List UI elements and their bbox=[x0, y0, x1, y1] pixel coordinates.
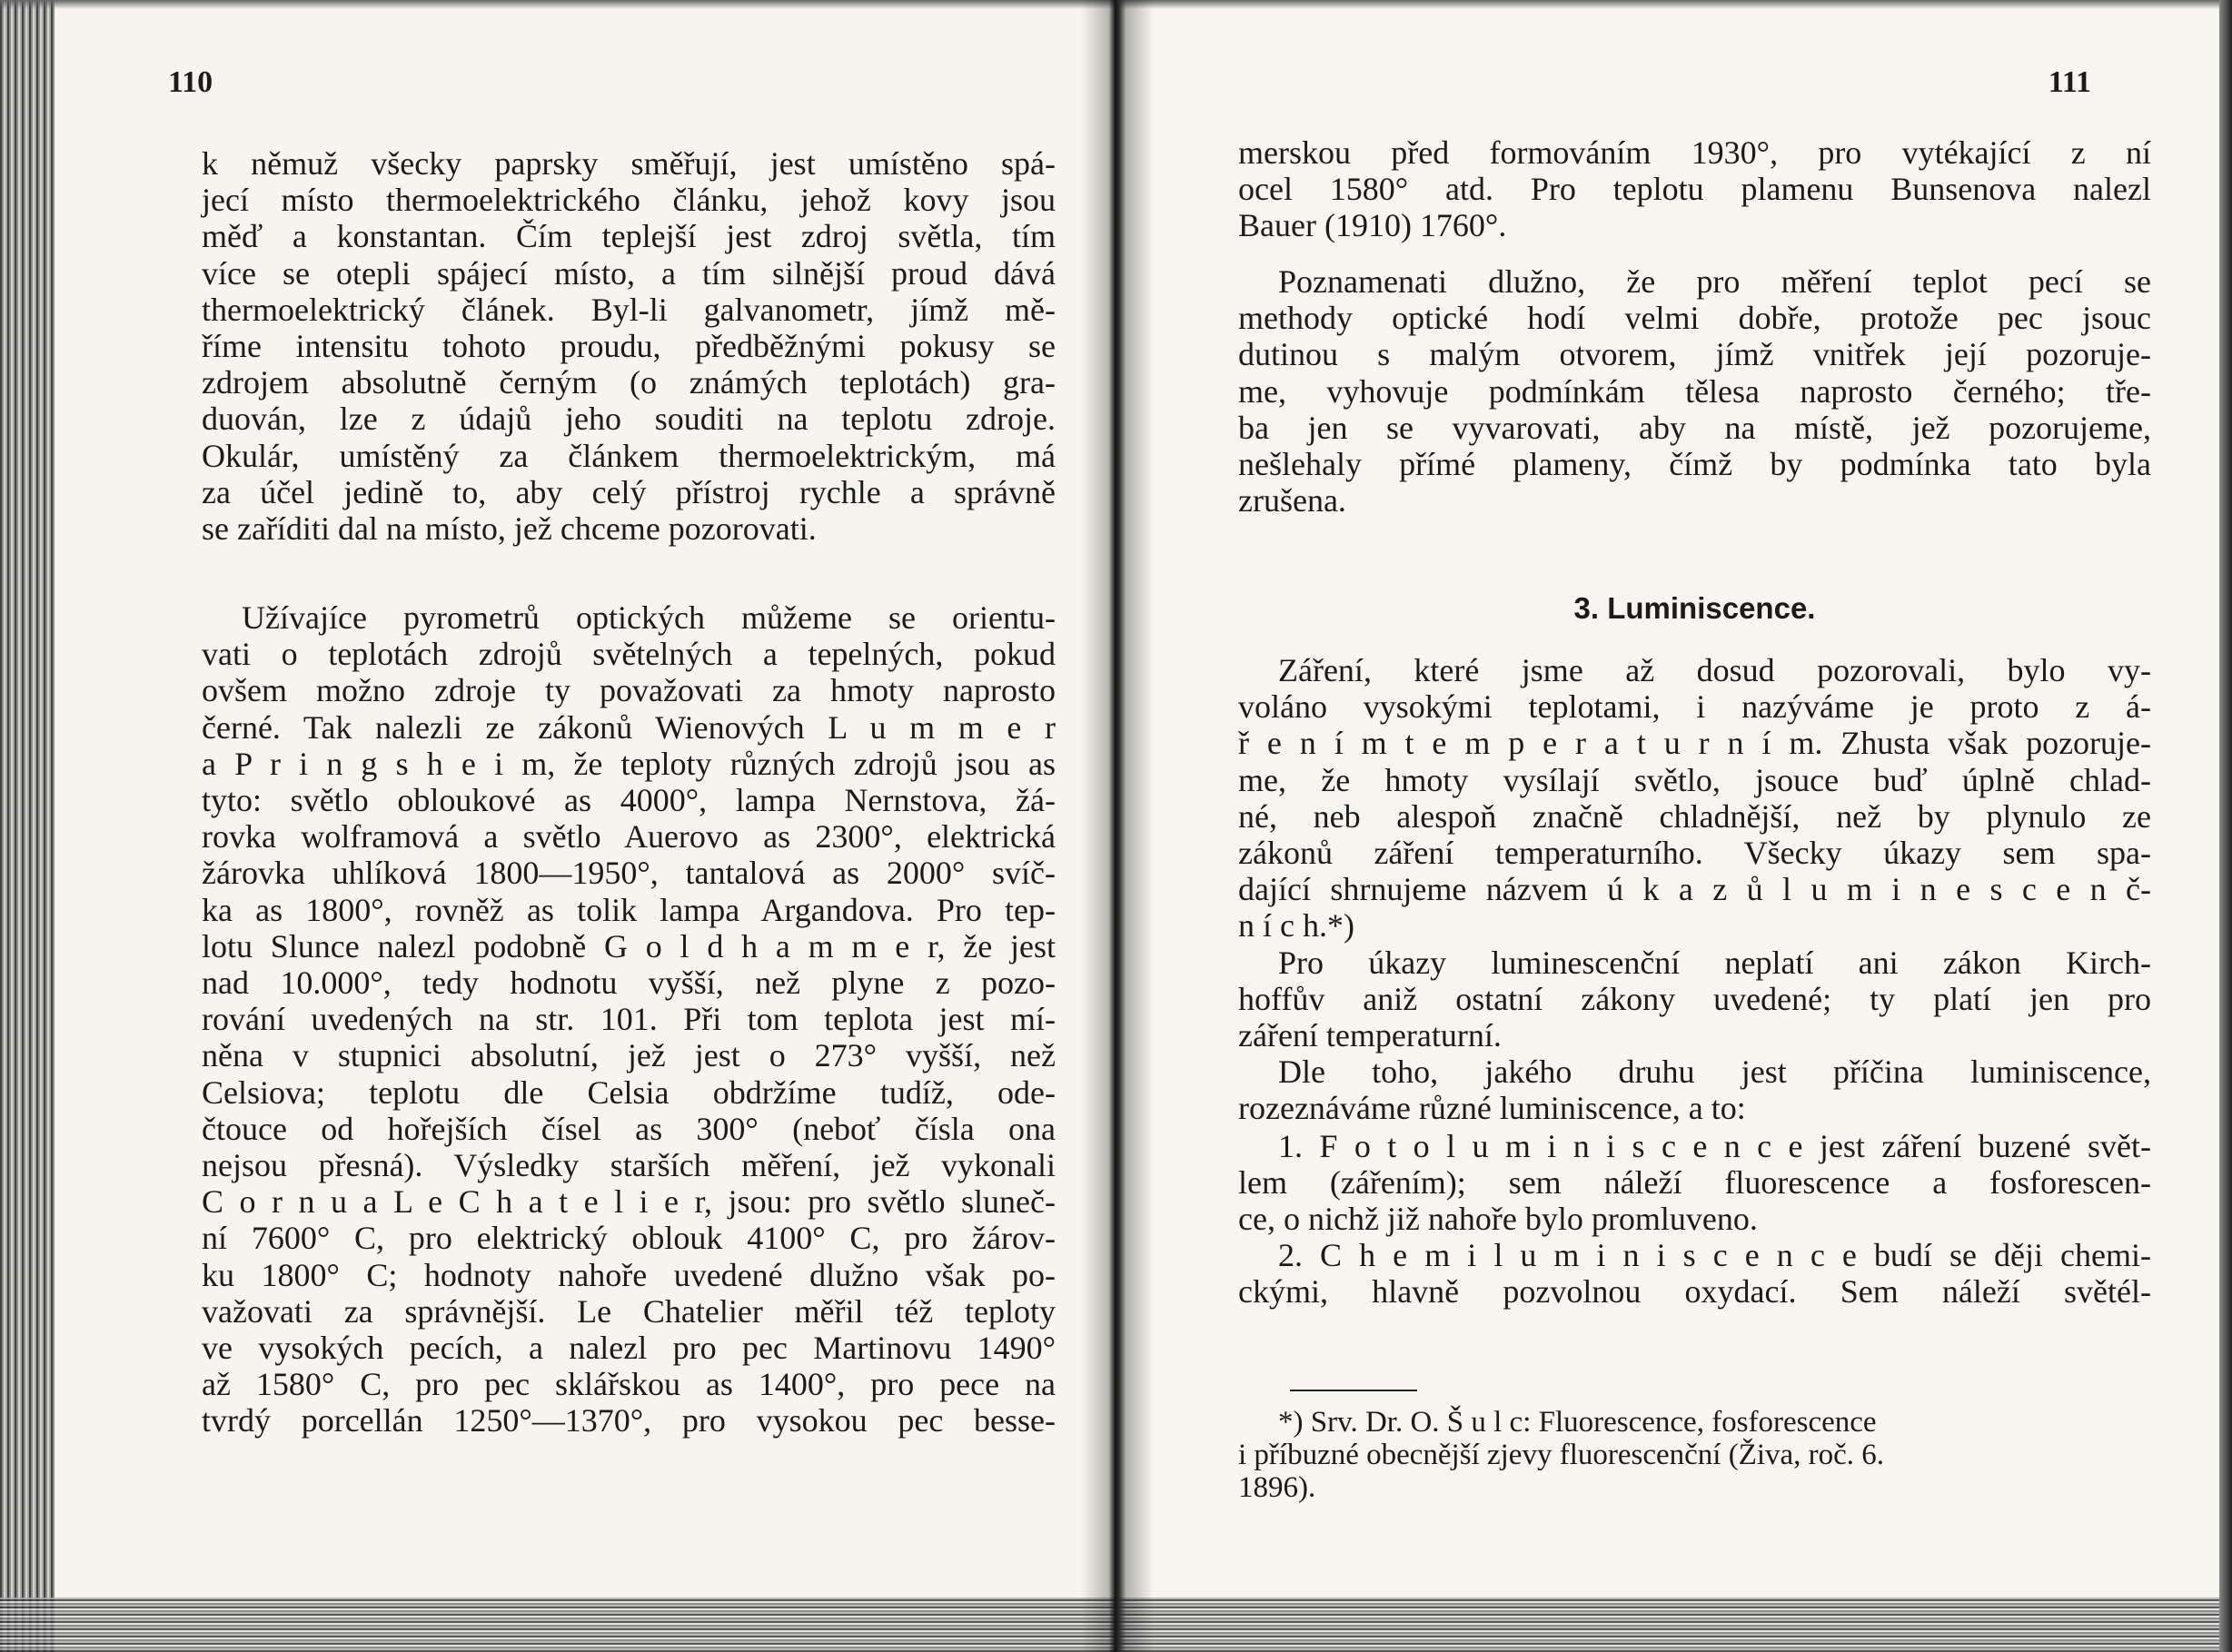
text-line: thermoelektrický článek. Byl-li galvanometr, jímž mě- bbox=[202, 291, 1056, 328]
text-line: me, vyhovuje podmínkám tělesa naprosto černého; tře- bbox=[1238, 372, 2151, 410]
page-edge-left bbox=[0, 0, 55, 1652]
paragraph-right-5 bbox=[1238, 1054, 2151, 1126]
text-line: jecí místo thermoelektrického článku, jehož kovy jsou bbox=[202, 182, 1056, 219]
paragraph-left-2 bbox=[202, 599, 1056, 1439]
text-line: ní 7600° C, pro elektrický oblouk 4100° C, pro žárov- bbox=[202, 1220, 1056, 1257]
text-line: dající shrnujeme názvem ú k a z ů l u m i n e s c e n č- bbox=[1238, 871, 2151, 908]
text-line: zákonů záření temperaturního. Všecky úkazy sem spa- bbox=[1238, 835, 2151, 872]
right-page bbox=[1116, 0, 2232, 1652]
footnote-divider bbox=[1290, 1390, 1417, 1391]
text-line: ku 1800° C; hodnoty nahoře uvedené dlužno však po- bbox=[202, 1256, 1056, 1293]
text-line: 2. C h e m i l u m i n i s c e n c e budí se ději chemi- bbox=[1278, 1237, 2151, 1273]
text-line: tyto: světlo obloukové as 4000°, lampa Nernstova, žá- bbox=[202, 782, 1056, 819]
text-line: me, že hmoty vysílají světlo, jsouce buď úplně chlad- bbox=[1238, 761, 2151, 798]
text-line: ve vysokých pecích, a nalezl pro pec Martinovu 1490° bbox=[202, 1330, 1056, 1367]
paragraph-right-2 bbox=[1238, 263, 2151, 519]
text-line: zrušena. bbox=[1238, 482, 1346, 519]
text-line: rování uvedených na str. 101. Při tom teplota jest mí- bbox=[202, 1001, 1056, 1038]
text-line: záření temperaturní. bbox=[1238, 1017, 1502, 1054]
paragraph-right-1 bbox=[1238, 134, 2151, 244]
text-line: lotu Slunce nalezl podobně G o l d h a m m e r, že jest bbox=[202, 927, 1056, 964]
footnote-line: i příbuzné obecnější zjevy fluorescenční (Živa, roč. 6. bbox=[1238, 1439, 1885, 1471]
text-line: žárovka uhlíková 1800—1950°, tantalová as 2000° svíč- bbox=[202, 855, 1056, 892]
text-line: Okulár, umístěný za článkem thermoelektrickým, má bbox=[202, 437, 1056, 474]
text-line: né, neb alespoň značně chladnější, než by plynulo ze bbox=[1238, 797, 2151, 835]
paragraph-right-3 bbox=[1238, 652, 2151, 945]
text-line: vati o teplotách zdrojů světelných a tepelných, pokud bbox=[202, 636, 1056, 673]
text-line: ba jen se vyvarovati, aby na místě, jež pozorujeme, bbox=[1238, 409, 2151, 446]
page-number-left: 110 bbox=[168, 65, 213, 99]
text-line: nejsou přesná). Výsledky starších měření, jež vykonali bbox=[202, 1147, 1056, 1184]
text-line: měď a konstantan. Čím teplejší jest zdroj světla, tím bbox=[202, 218, 1056, 255]
text-line: Záření, které jsme až dosud pozorovali, bylo vy- bbox=[1278, 652, 2151, 688]
footnote bbox=[1238, 1406, 2151, 1504]
text-line: Dle toho, jakého druhu jest příčina luminiscence, bbox=[1278, 1054, 2151, 1090]
text-line: methody optické hodí velmi dobře, protože pec jsouc bbox=[1238, 300, 2151, 337]
text-line: ocel 1580° atd. Pro teplotu plamenu Bunsenova nalezl bbox=[1238, 171, 2151, 208]
text-line: lem (zářením); sem náleží fluorescence a fosforescen- bbox=[1238, 1164, 2151, 1202]
text-line: C o r n u a L e C h a t e l i e r, jsou: pro světlo sluneč- bbox=[202, 1183, 1056, 1221]
text-line: dutinou s malým otvorem, jímž vnitřek její pozoruje- bbox=[1238, 336, 2151, 373]
paragraph-right-7 bbox=[1238, 1237, 2151, 1310]
paragraph-right-6 bbox=[1238, 1128, 2151, 1238]
text-line: nešlehaly přímé plameny, čímž by podmínka tato byla bbox=[1238, 446, 2151, 483]
page-edge-bottom bbox=[1116, 1598, 2232, 1652]
text-line: za účel jedině to, aby celý přístroj rychle a správně bbox=[202, 473, 1056, 510]
text-line: čtouce od hořejších čísel as 300° (neboť čísla ona bbox=[202, 1110, 1056, 1147]
text-line: Poznamenati dlužno, že pro měření teplot pecí se bbox=[1278, 263, 2151, 300]
paragraph-right-4 bbox=[1238, 945, 2151, 1054]
text-line: Celsiova; teplotu dle Celsia obdržíme tudíž, ode- bbox=[202, 1073, 1056, 1111]
text-line: se zaříditi dal na místo, jež chceme pozorovati. bbox=[202, 510, 817, 548]
text-line: hoffův aniž ostatní zákony uvedené; ty platí jen pro bbox=[1238, 981, 2151, 1018]
text-line: rovka wolframová a světlo Auerovo as 2300°, elektrická bbox=[202, 818, 1056, 856]
text-line: ka as 1800°, rovněž as tolik lampa Argandova. Pro tep- bbox=[202, 891, 1056, 928]
book-gutter bbox=[1081, 0, 1154, 1652]
text-line: nad 10.000°, tedy hodnotu vyšší, než plyne z pozo- bbox=[202, 964, 1056, 1002]
text-line: zdrojem absolutně černým (o známých teplotách) gra- bbox=[202, 364, 1056, 401]
text-line: ovšem možno zdroje ty považovati za hmoty naprosto bbox=[202, 672, 1056, 709]
text-line: a P r i n g s h e i m, že teploty různých zdrojů jsou as bbox=[202, 745, 1056, 782]
page-edge-right bbox=[2219, 0, 2232, 1652]
text-line: 1. F o t o l u m i n i s c e n c e jest záření buzené svět- bbox=[1278, 1128, 2151, 1164]
text-line: černé. Tak nalezli ze zákonů Wienových L u m m e r bbox=[202, 708, 1056, 746]
text-line: rozeznáváme různé luminiscence, a to: bbox=[1238, 1090, 1746, 1127]
text-line: tvrdý porcellán 1250°—1370°, pro vysokou pec besse- bbox=[202, 1402, 1056, 1439]
text-line: něna v stupnici absolutní, jež jest o 273° vyšší, než bbox=[202, 1037, 1056, 1074]
paragraph-left-1 bbox=[202, 145, 1056, 547]
section-heading: 3. Luminiscence. bbox=[1573, 591, 1816, 625]
text-line: Užívajíce pyrometrů optických můžeme se orientu- bbox=[242, 599, 1056, 636]
text-line: merskou před formováním 1930°, pro vytékající z ní bbox=[1238, 134, 2151, 171]
page-number-right: 111 bbox=[2048, 65, 2091, 99]
text-line: Pro úkazy luminescenční neplatí ani zákon Kirch- bbox=[1278, 945, 2151, 981]
text-line: k němuž všecky paprsky směřují, jest umístěno spá- bbox=[202, 145, 1056, 182]
text-line: až 1580° C, pro pec sklářskou as 1400°, pro pece na bbox=[202, 1366, 1056, 1403]
page-edge-top bbox=[1116, 0, 2232, 9]
text-line: více se otepli spájecí místo, a tím silnější proud dává bbox=[202, 254, 1056, 292]
text-line: Bauer (1910) 1760°. bbox=[1238, 207, 1507, 244]
text-line: říme intensitu tohoto proudu, předběžnými pokusy se bbox=[202, 328, 1056, 365]
text-line: ckými, hlavně pozvolnou oxydací. Sem náleží světél- bbox=[1238, 1273, 2151, 1311]
text-line: voláno vysokými teplotami, i nazýváme je proto z á- bbox=[1238, 688, 2151, 726]
text-line: duován, lze z údajů jeho souditi na teplotu zdroje. bbox=[202, 401, 1056, 438]
text-line: n í c h.*) bbox=[1238, 907, 1354, 945]
footnote-line: 1896). bbox=[1238, 1471, 1316, 1504]
text-line: važovati za správnější. Le Chatelier měřil též teploty bbox=[202, 1292, 1056, 1330]
text-line: ce, o nichž již nahoře bylo promluveno. bbox=[1238, 1201, 1758, 1238]
text-line: ř e n í m t e m p e r a t u r n í m. Zhusta však pozoruje- bbox=[1238, 725, 2151, 762]
page-edge-top bbox=[0, 0, 1116, 9]
footnote-line: *) Srv. Dr. O. Š u l c: Fluorescence, fosforescence bbox=[1278, 1406, 1877, 1439]
page-edge-bottom bbox=[0, 1598, 1116, 1652]
